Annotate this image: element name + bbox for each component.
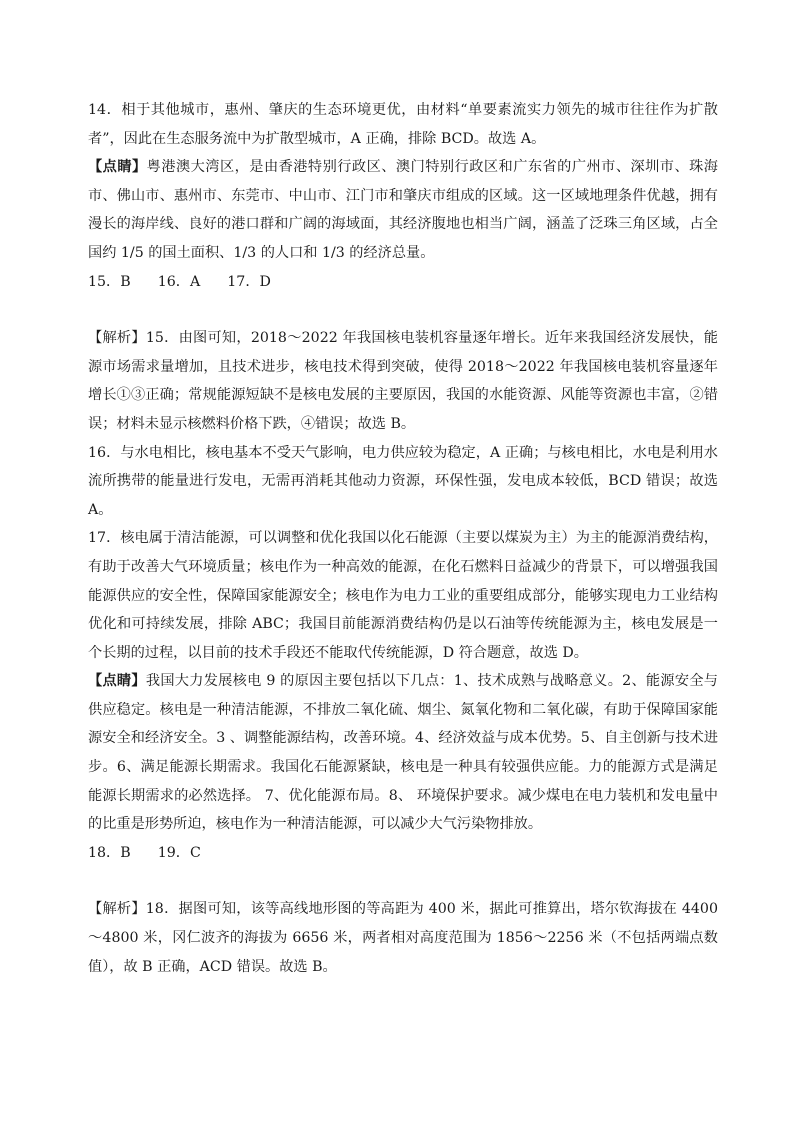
answer-explanation-15 xyxy=(88,324,718,438)
key-point-text: 我国大力发展核电 9 的原因主要包括以下几点：1、技术成熟与战略意义。2、能源安全与供应稳定。核电是一种清洁能源，不排放二氧化硫、烟尘、氮氧化物和二氧化碳，有助于保障国家能源安全和经济安全。3 、调整能源结构，改善环境。4、经济效益与成本优势。5、自主创新与技术进步。6、满足能源长期需求。我国化石能源紧缺，核电是一种具有较强供应能。力的能源方式是满足能源长期需求的必然选择。 7、优化能源布局。8、 环境保护要求。减少煤电在电力装机和发电量中的比重是形势所迫，核电作为一种清洁能源，可以减少大气污染物排放。 xyxy=(88,673,718,833)
key-point-tag: 【点睛】 xyxy=(88,159,147,176)
analysis-text-18: 18．据图可知，该等高线地形图的等高距为 400 米，据此可推算出，塔尔钦海拔在 4400～4800 米，冈仁波齐的海拔为 6656 米，两者相对高度范围为 1856～2256 米（不包括两端点数值），故 B 正确，ACD 错误。故选 B。 xyxy=(88,901,718,975)
analysis-tag: 【解析】 xyxy=(88,901,146,918)
key-point-note-2 xyxy=(88,667,718,839)
answer-key-18-19: 18．B 19．C xyxy=(88,844,201,861)
analysis-text-15: 15．由图可知，2018～2022 年我国核电装机容量逐年增长。近年来我国经济发展快，能源市场需求量增加，且技术进步，核电技术得到突破，使得 2018～2022 年我国核电装机容量逐年增长①③正确；常规能源短缺不是核电发展的主要原因，我国的水能资源、风能等资源也丰富，②错误；材料未显示核燃料价格下跌，④错误；故选 B。 xyxy=(88,330,718,432)
answer-explanation-18 xyxy=(88,895,718,981)
key-point-note-1 xyxy=(88,153,718,267)
analysis-tag: 【解析】 xyxy=(88,330,146,347)
section-spacer xyxy=(88,867,718,895)
key-point-tag: 【点睛】 xyxy=(88,673,146,690)
section-spacer xyxy=(88,296,718,324)
answer-explanation-14: 14．相于其他城市，惠州、肇庆的生态环境更优，由材料“单要素流实力领先的城市往往作为扩散者”，因此在生态服务流中为扩散型城市，A 正确，排除 BCD。故选 A。 xyxy=(88,102,718,147)
answer-key-15-17: 15．B 16．A 17．D xyxy=(88,273,271,290)
answer-explanation-16: 16．与水电相比，核电基本不受天气影响，电力供应较为稳定，A 正确；与核电相比，水电是利用水流所携带的能量进行发电，无需再消耗其他动力资源，环保性强，发电成本较低，BCD 错误；故选 A。 xyxy=(88,444,718,518)
document-page xyxy=(88,96,718,981)
answer-explanation-17: 17．核电属于清洁能源，可以调整和优化我国以化石能源（主要以煤炭为主）为主的能源消费结构，有助于改善大气环境质量；核电作为一种高效的能源，在化石燃料日益减少的背景下，可以增强我国能源供应的安全性，保障国家能源安全；核电作为电力工业的重要组成部分，能够实现电力工业结构优化和可持续发展，排除 ABC；我国目前能源消费结构仍是以石油等传统能源为主，核电发展是一个长期的过程，以目前的技术手段还不能取代传统能源，D 符合题意，故选 D。 xyxy=(88,530,718,661)
key-point-text: 粤港澳大湾区，是由香港特别行政区、澳门特别行政区和广东省的广州市、深圳市、珠海市、佛山市、惠州市、东莞市、中山市、江门市和肇庆市组成的区域。这一区域地理条件优越，拥有漫长的海岸线、良好的港口群和广阔的海域面，其经济腹地也相当广阔，涵盖了泛珠三角区域，占全国约 1/5 的国土面积、1/3 的人口和 1/3 的经济总量。 xyxy=(88,159,718,261)
